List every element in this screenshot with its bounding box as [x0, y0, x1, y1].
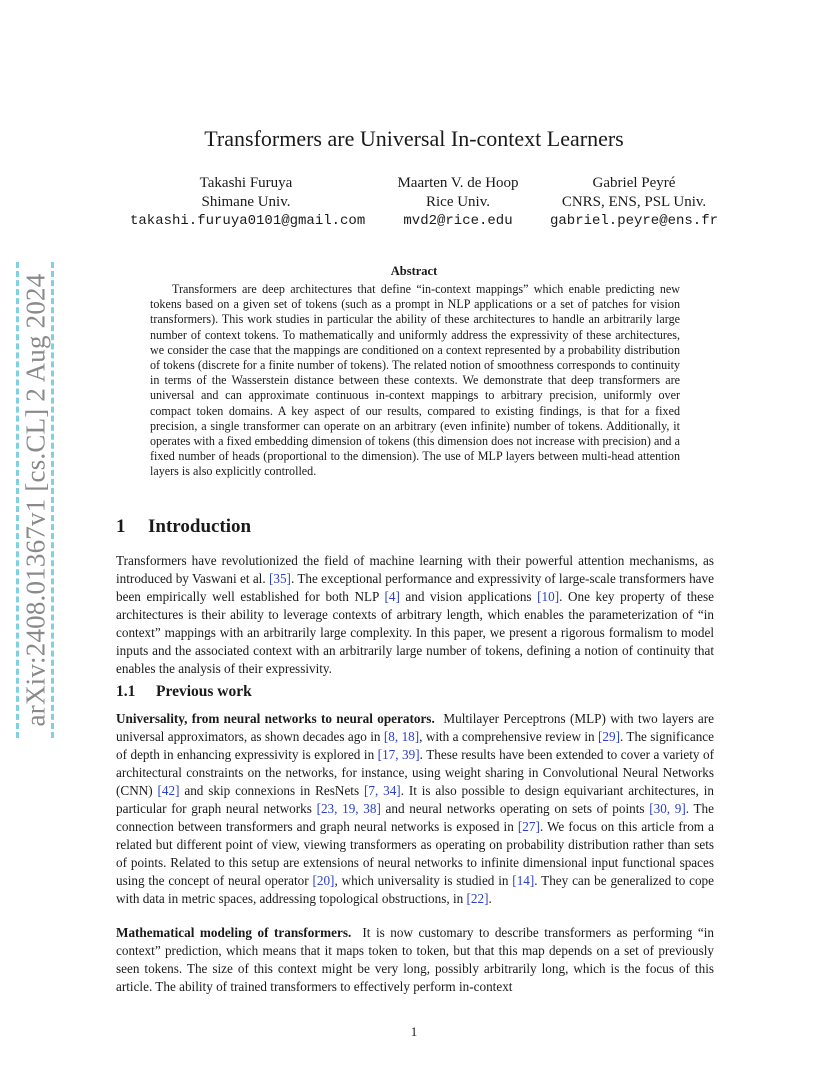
- citation-link[interactable]: [30, 9]: [649, 801, 686, 816]
- paragraph-run-in-heading: Universality, from neural networks to neural operators.: [116, 711, 435, 726]
- citation-link[interactable]: [8, 18]: [383, 729, 420, 744]
- author-2: [378, 174, 538, 231]
- subsection-number: 1.1: [116, 683, 136, 700]
- page-number: 1: [410, 1024, 418, 1039]
- text-run: . The exceptional performance and expressivity of large-scale transformers have been empirically well established for both NLP: [116, 571, 714, 604]
- text-run: , which universality is studied in: [334, 873, 513, 888]
- text-run: . These results have been extended to cover a variety of architectural constraints on the networks, for instance, using weight sharing in Convolutional Neural Networks (CNN): [116, 747, 715, 798]
- universality-paragraph: [116, 710, 714, 908]
- abstract-text: Transformers are deep architectures that define “in-context mappings” which enable predicting new tokens based on a given set of tokens (such as a prompt in NLP applications or a set of patches for vision transformers). This work studies in particular the ability of these architectures to handle an arbitrarily large number of context tokens. To mathematically and uniformly address the expressivity of these architectures, we consider the case that the mappings are conditioned on a context represented by a probability distribution of tokens (discrete for a finite number of tokens). The related notion of smoothness corresponds to continuity in terms of the Wasserstein distance between these contexts. We demonstrate that deep transformers are universal and can approximate continuous in-context mappings to arbitrary precision, uniformly over compact token domains. A key aspect of our results, compared to existing findings, is that for a fixed precision, a single transformer can operate on an arbitrary (even infinite) number of tokens. Additionally, it operates with a fixed embedding dimension of tokens (this dimension does not increase with precision) and a fixed number of heads (proportional to the dimension). The use of MLP layers between multi-head attention layers is also explicitly controlled.: [150, 282, 680, 479]
- author-email[interactable]: gabriel.peyre@ens.fr: [549, 213, 719, 229]
- citation-link[interactable]: [14]: [512, 873, 535, 888]
- citation-link[interactable]: [29]: [597, 729, 620, 744]
- text-run: Transformers have revolutionized the field of machine learning with their powerful attention mechanisms, as introduced by Vaswani et al.: [116, 553, 714, 586]
- text-run: It is now customary to describe transformers as performing “in context” prediction, which means that it maps token to token, but that this map depends on a set of previously seen tokens. The size of this context might be very long, possibly arbitrarily long, which is the focus of this article. The ability of trained transformers to effectively perform in-context: [116, 925, 714, 994]
- text-run: . It is also possible to design equivariant architectures, in particular for graph neural networks: [116, 783, 714, 816]
- author-email[interactable]: takashi.furuya0101@gmail.com: [130, 213, 366, 229]
- paragraph-body: [116, 711, 714, 906]
- citation-link[interactable]: [42]: [157, 783, 180, 798]
- text-run: .: [488, 891, 492, 906]
- paragraph-body: [116, 553, 714, 676]
- citation-link[interactable]: [20]: [312, 873, 335, 888]
- citation-link[interactable]: [7, 34]: [363, 783, 401, 798]
- citation-link[interactable]: [4]: [384, 589, 400, 604]
- paper-title: Transformers are Universal In-context Learners: [204, 126, 624, 151]
- author-block: [0, 174, 828, 234]
- section-heading: [116, 516, 251, 538]
- author-affiliation: Shimane Univ.: [201, 194, 291, 210]
- author-3: [546, 174, 722, 231]
- section-title: Introduction: [148, 516, 252, 537]
- math-modeling-paragraph: [116, 924, 714, 996]
- text-run: , with a comprehensive review in: [419, 729, 598, 744]
- author-name: Gabriel Peyré: [592, 175, 676, 191]
- text-run: . They can be generalized to cope with data in metric spaces, addressing topological obstructions, in: [116, 873, 715, 906]
- paragraph-run-in-heading: Mathematical modeling of transformers.: [116, 925, 352, 940]
- citation-link[interactable]: [23, 19, 38]: [316, 801, 381, 816]
- author-affiliation: Rice Univ.: [425, 194, 490, 210]
- author-affiliation: CNRS, ENS, PSL Univ.: [561, 194, 707, 210]
- citation-link[interactable]: [27]: [517, 819, 540, 834]
- citation-link[interactable]: [22]: [466, 891, 489, 906]
- intro-paragraph: [116, 552, 714, 678]
- text-run: . The connection between transformers and graph neural networks is exposed in: [116, 801, 714, 834]
- subsection-title: Previous work: [156, 683, 252, 700]
- citation-link[interactable]: [17, 39]: [377, 747, 420, 762]
- citation-link[interactable]: [35]: [268, 571, 291, 586]
- author-name: Maarten V. de Hoop: [397, 175, 519, 191]
- text-run: . One key property of these architectures is their ability to leverage contexts of arbitrary length, which enables the parameterization of “in context” mappings with an arbitrarily large complexity. In this paper, we present a rigorous formalism to model inputs and the associated context with an arbitrarily large number of tokens, defining a notion of continuity that enables the analysis of their expressivity.: [116, 589, 714, 676]
- text-run: . We focus on this article from a related but different point of view, viewing transformers as operating on probability distribution rather than sets of points. Related to this setup are extensions of neural networks to infinite dimensional input functional spaces using the concept of neural operator: [116, 819, 714, 888]
- author-email[interactable]: mvd2@rice.edu: [403, 213, 513, 229]
- text-run: and vision applications: [399, 589, 538, 604]
- author-1: [130, 174, 366, 231]
- arxiv-identifier: arXiv:2408.01367v1 [cs.CL] 2 Aug 2024: [20, 273, 51, 727]
- subsection-heading: [116, 683, 252, 701]
- abstract-heading: Abstract: [390, 264, 438, 278]
- text-run: and neural networks operating on sets of points: [380, 801, 650, 816]
- text-run: Multilayer Perceptrons (MLP) with two layers are universal approximators, as shown decades ago in: [116, 711, 715, 744]
- author-name: Takashi Furuya: [199, 175, 293, 191]
- text-run: and skip connexions in ResNets: [179, 783, 364, 798]
- citation-link[interactable]: [10]: [537, 589, 560, 604]
- section-number: 1: [116, 516, 126, 537]
- text-run: . The significance of depth in enhancing expressivity is explored in: [116, 729, 714, 762]
